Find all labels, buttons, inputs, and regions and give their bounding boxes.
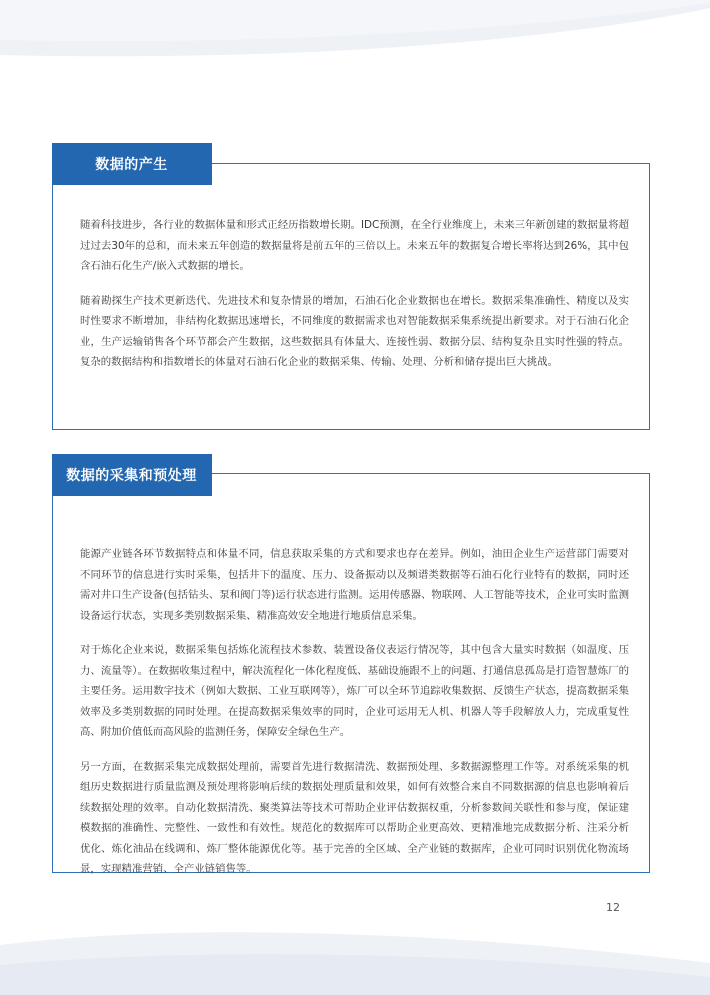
- section-title-data-collection: 数据的采集和预处理: [52, 454, 212, 496]
- paragraph: 另一方面，在数据采集完成数据处理前，需要首先进行数据清洗、数据预处理、多数据源整理工作等。对系统采集的机组历史数据进行质量监测及预处理将影响后续的数据处理质量和效果，如何有效整合来自不同数据源的信息也影响着后续数据处理的效率。自动化数据清洗、聚类算法等技术可帮助企业评估数据权重，分析参数间关联性和参与度，保证建模数据的准确性、完整性、一致性和有效性。规范化的数据库可以帮助企业更高效、更精准地完成数据分析、注采分析优化、炼化油品在线调和、炼厂整体能源优化等。基于完善的全区域、全产业链的数据库，企业可同时识别优化物流场景，实现精准营销、全产业链销售等。: [80, 760, 629, 875]
- page-number: 12: [606, 901, 620, 914]
- section-data-generation: [52, 157, 650, 430]
- section-data-collection: [52, 468, 650, 875]
- paragraph: 能源产业链各环节数据特点和体量不同，信息获取采集的方式和要求也存在差异。例如，油田企业生产运营部门需要对不同环节的信息进行实时采集，包括井下的温度、压力、设备振动以及频谱类数据等石油石化行业特有的数据，同时还需对井口生产设备(包括钻头、泵和阀门等)运行状态进行监测。运用传感器、物联网、人工智能等技术，企业可实时监测设备运行状态，实现多类别数据采集、精准高效安全地进行地质信息采集。: [80, 548, 629, 622]
- paragraph: 随着科技进步，各行业的数据体量和形式正经历指数增长期。IDC预测，在全行业维度上，未来三年新创建的数据量将超过过去30年的总和，而未来五年创造的数据量将是前五年的三倍以上。未来五年的数据复合增长率将达到26%，其中包含石油石化生产/嵌入式数据的增长。: [80, 219, 629, 272]
- section-body: [80, 215, 629, 373]
- section-title-data-generation: 数据的产生: [52, 143, 212, 185]
- paragraph: 随着勘探生产技术更新迭代、先进技术和复杂情景的增加，石油石化企业数据也在增长。数据采集准确性、精度以及实时性要求不断增加，非结构化数据迅速增长，不同维度的数据需求也对智能数据采集系统提出新要求。对于石油石化企业，生产运输销售各个环节都会产生数据，这些数据具有体量大、连接性弱、数据分层、结构复杂且实时性强的特点。复杂的数据结构和指数增长的体量对石油石化企业的数据采集、传输、处理、分析和储存提出巨大挑战。: [80, 294, 629, 368]
- section-body: [80, 544, 629, 880]
- paragraph: 对于炼化企业来说，数据采集包括炼化流程技术参数、装置设备仪表运行情况等，其中包含大量实时数据（如温度、压力、流量等）。在数据收集过程中，解决流程化一体化程度低、基础设施跟不上的问题、打通信息孤岛是打造智慧炼厂的主要任务。运用数字技术（例如大数据、工业互联网等），炼厂可以全环节追踪收集数据、反馈生产状态，提高数据采集效率及多类别数据的同时处理。在提高数据采集效率的同时，企业可运用无人机、机器人等手段解放人力，完成重复性高、附加价值低而高风险的监测任务，保障安全绿色生产。: [80, 644, 629, 738]
- bottom-wave-decoration: [0, 915, 710, 995]
- top-wave-decoration: [0, 0, 710, 70]
